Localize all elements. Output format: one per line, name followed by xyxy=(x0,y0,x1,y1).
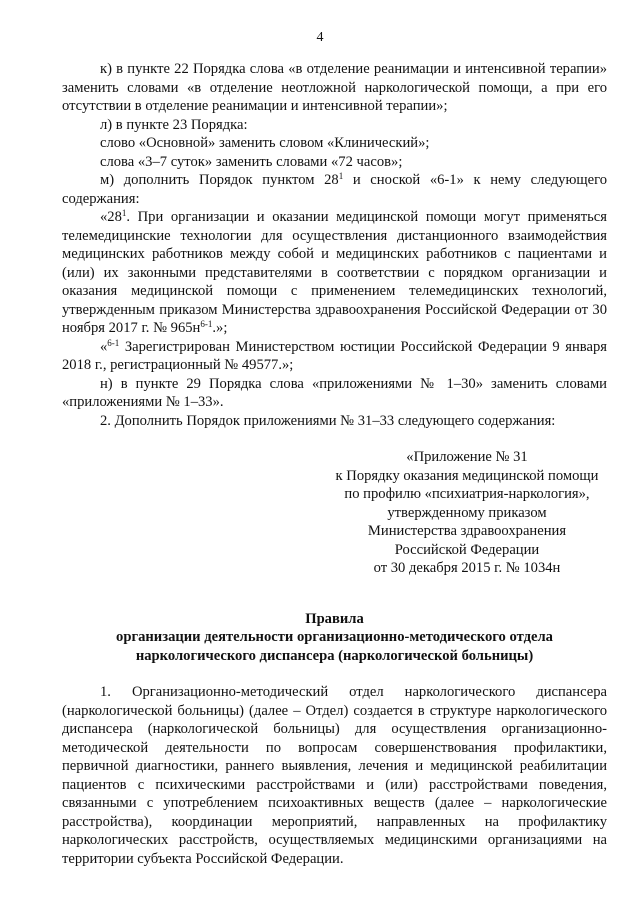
appendix-header xyxy=(327,448,607,578)
point-28-1-before: «28 xyxy=(100,209,122,225)
rule-1: 1. Организационно-методический отдел наркологического диспансера (наркологической больницы) (далее – Отдел) создается в структуре наркологического диспансера (наркологической больницы) для осуществления организационно-методической деятельности по вопросам совершенствования профилактики, первичной диагностики, раннего выявления, лечения и медицинской реабилитации пациентов с психическими расстройствами и (или) расстройствами поведения, связанными с употреблением психоактивных веществ (далее – наркологические расстройства), координации мероприятий, направленных на профилактику наркологических расстройств, осуществляемых медицинскими организациями на территории субъекта Российской Федерации. xyxy=(62,684,607,867)
rules-subtitle: наркологического диспансера (наркологической больницы) xyxy=(135,647,534,664)
amendment-l-2: слова «3–7 суток» заменить словами «72 часов»; xyxy=(100,153,403,170)
point-28-1-end: .»; xyxy=(212,320,228,336)
rules-title: Правила xyxy=(305,610,364,627)
amendment-m-sup: 1 xyxy=(338,171,344,181)
appendix-line: «Приложение № 31 xyxy=(406,449,528,465)
footnote-6-1-text: Зарегистрирован Министерством юстиции Российской Федерации 9 января 2018 г., регистрационный № 49577.»; xyxy=(62,338,607,373)
appendix-line: к Порядку оказания медицинской помощи xyxy=(335,467,599,484)
amendment-m-before: м) дополнить Порядок пунктом 28 xyxy=(100,172,339,188)
spacer xyxy=(62,578,607,610)
point-28-1-text: . При организации и оказании медицинской помощи могут применяться телемедицинские технологии для осуществления дистанционного взаимодействия медицинских работников между собой и медицинских работников с пациентами и (или) их законными представителями в соответствии с порядком организации и оказания медицинской помощи с применением телемедицинских технологий, утвержденным приказом Министерства здравоохранения Российской Федерации от 30 ноября 2017 г. № 965н xyxy=(62,209,607,336)
appendix-line: утвержденному приказом xyxy=(387,504,547,521)
appendix-line: Российской Федерации xyxy=(394,541,540,558)
footnote-6-1-sup: 6-1 xyxy=(107,337,120,348)
footnote-6-1-before: « xyxy=(100,338,108,355)
spacer xyxy=(62,665,607,683)
amendment-m xyxy=(62,171,607,208)
amendment-l-1: слово «Основной» заменить словом «Клинический»; xyxy=(100,135,430,151)
amendment-l: л) в пункте 23 Порядка: xyxy=(100,116,248,133)
footnote-6-1 xyxy=(62,338,607,375)
appendix-line: Министерства здравоохранения xyxy=(367,523,567,539)
item-2: 2. Дополнить Порядок приложениями № 31–33 следующего содержания: xyxy=(100,412,556,429)
amendment-k: к) в пункте 22 Порядка слова «в отделение реанимации и интенсивной терапии» заменить словами «в отделение неотложной наркологической помощи, а при его отсутствии в отделение реанимации и интенсивной терапии»; xyxy=(62,61,607,114)
amendment-n: н) в пункте 29 Порядка слова «приложениями № 1–30» заменить словами «приложениями № 1–33». xyxy=(62,375,607,410)
rules-subtitle: организации деятельности организационно-методического отдела xyxy=(116,629,553,645)
amendment-m-after: и сноской «6-1» к нему следующего содержания: xyxy=(62,172,607,207)
spacer xyxy=(62,430,607,448)
page-number: 4 xyxy=(316,30,324,45)
document-body xyxy=(62,60,607,868)
point-28-1 xyxy=(62,208,607,338)
appendix-line: по профилю «психиатрия-наркология», xyxy=(344,486,590,502)
appendix-line: от 30 декабря 2015 г. № 1034н xyxy=(373,560,561,576)
point-28-1-footnote-ref: 6-1 xyxy=(200,319,213,329)
point-28-1-sup: 1 xyxy=(121,208,127,218)
